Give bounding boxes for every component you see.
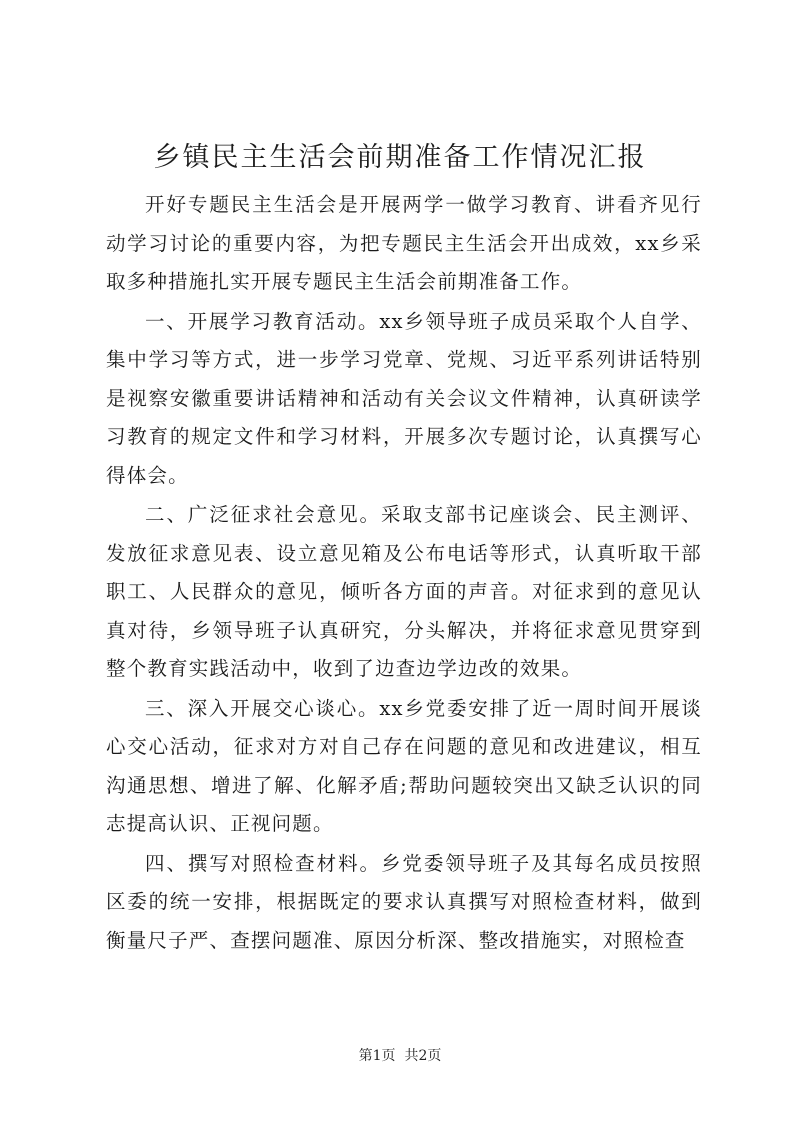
document-body — [106, 186, 702, 961]
paragraph-solicit-opinions: 二、广泛征求社会意见。采取支部书记座谈会、民主测评、发放征求意见表、设立意见箱及公布电话等形式，认真听取干部职工、人民群众的意见，倾听各方面的声音。对征求到的意见认真对待，乡领导班子认真研究，分头解决，并将征求意见贯穿到整个教育实践活动中，收到了边查边学边改的效果。 — [106, 503, 702, 680]
paragraph-study-education: 一、开展学习教育活动。xx乡领导班子成员采取个人自学、集中学习等方式，进一步学习党章、党规、习近平系列讲话特别是视察安徽重要讲话精神和活动有关会议文件精神，认真研读学习教育的规定文件和学习材料，开展多次专题讨论，认真撰写心得体会。 — [106, 309, 702, 487]
paragraph-heart-to-heart: 三、深入开展交心谈心。xx乡党委安排了近一周时间开展谈心交心活动，征求对方对自己存在问题的意见和改进建议，相互沟通思想、增进了解、化解矛盾;帮助问题较突出又缺乏认识的同志提高认识、正视问题。 — [106, 696, 702, 835]
page-footer — [0, 1046, 800, 1066]
paragraph-intro: 开好专题民主生活会是开展两学一做学习教育、讲看齐见行动学习讨论的重要内容，为把专题民主生活会开出成效，xx乡采取多种措施扎实开展专题民主生活会前期准备工作。 — [106, 193, 702, 293]
page-number-label: 第1页 共2页 — [358, 1048, 442, 1064]
paragraph-self-check-materials: 四、撰写对照检查材料。乡党委领导班子及其每名成员按照区委的统一安排，根据既定的要求认真撰写对照检查材料，做到衡量尺子严、查摆问题准、原因分析深、整改措施实，对照检查 — [106, 851, 702, 952]
document-title: 乡镇民主生活会前期准备工作情况汇报 — [153, 142, 647, 173]
